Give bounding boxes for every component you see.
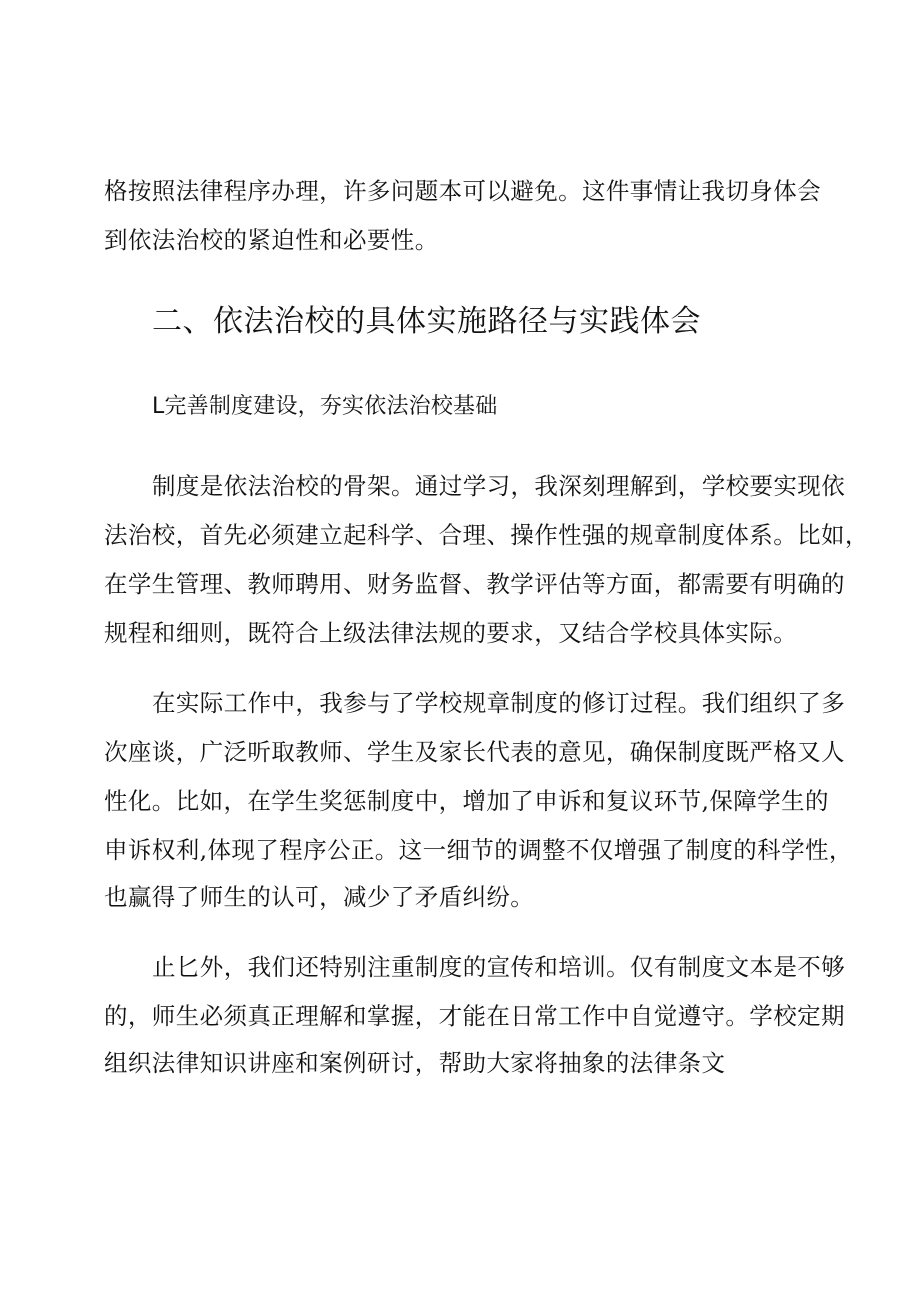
paragraph-3-line-2: 的，师生必须真正理解和掌握，才能在日常工作中自觉遵守。学校定期 — [104, 1002, 845, 1030]
subheading: L完善制度建设，夯实依法治校基础 — [152, 394, 498, 419]
intro-line-2: 到依法治校的紧迫性和必要性。 — [104, 226, 439, 254]
paragraph-2-line-1: 在实际工作中，我参与了学校规章制度的修订过程。我们组织了多 — [152, 689, 846, 717]
paragraph-2-line-5: 也赢得了师生的认可，减少了矛盾纠纷。 — [104, 883, 535, 911]
paragraph-3-line-1: 止匕外，我们还特别注重制度的宣传和培训。仅有制度文本是不够 — [152, 953, 846, 981]
paragraph-1-line-3: 在学生管理、教师聘用、财务监督、教学评估等方面，都需要有明确的 — [104, 570, 845, 598]
paragraph-3-line-3: 组织法律知识讲座和案例研讨，帮助大家将抽象的法律条文 — [104, 1049, 726, 1077]
paragraph-1-line-4: 规程和细则，既符合上级法律法规的要求，又结合学校具体实际。 — [104, 619, 798, 647]
intro-line-1: 格按照法律程序办理，许多问题本可以避免。这件事情让我切身体会 — [104, 177, 821, 205]
paragraph-1-line-2: 法治校，首先必须建立起科学、合理、操作性强的规章制度体系。比如， — [104, 521, 869, 549]
paragraph-2-line-4: 申诉权利,体现了程序公正。这一细节的调整不仅增强了制度的科学性， — [104, 836, 853, 864]
section-heading: 二、依法治校的具体实施路径与实践体会 — [152, 304, 701, 339]
paragraph-2-line-3: 性化。比如，在学生奖惩制度中，增加了申诉和复议环节,保障学生的 — [104, 787, 829, 815]
paragraph-2-line-2: 次座谈，广泛听取教师、学生及家长代表的意见，确保制度既严格又人 — [104, 738, 845, 766]
paragraph-1-line-1: 制度是依法治校的骨架。通过学习，我深刻理解到，学校要实现依 — [152, 472, 846, 500]
